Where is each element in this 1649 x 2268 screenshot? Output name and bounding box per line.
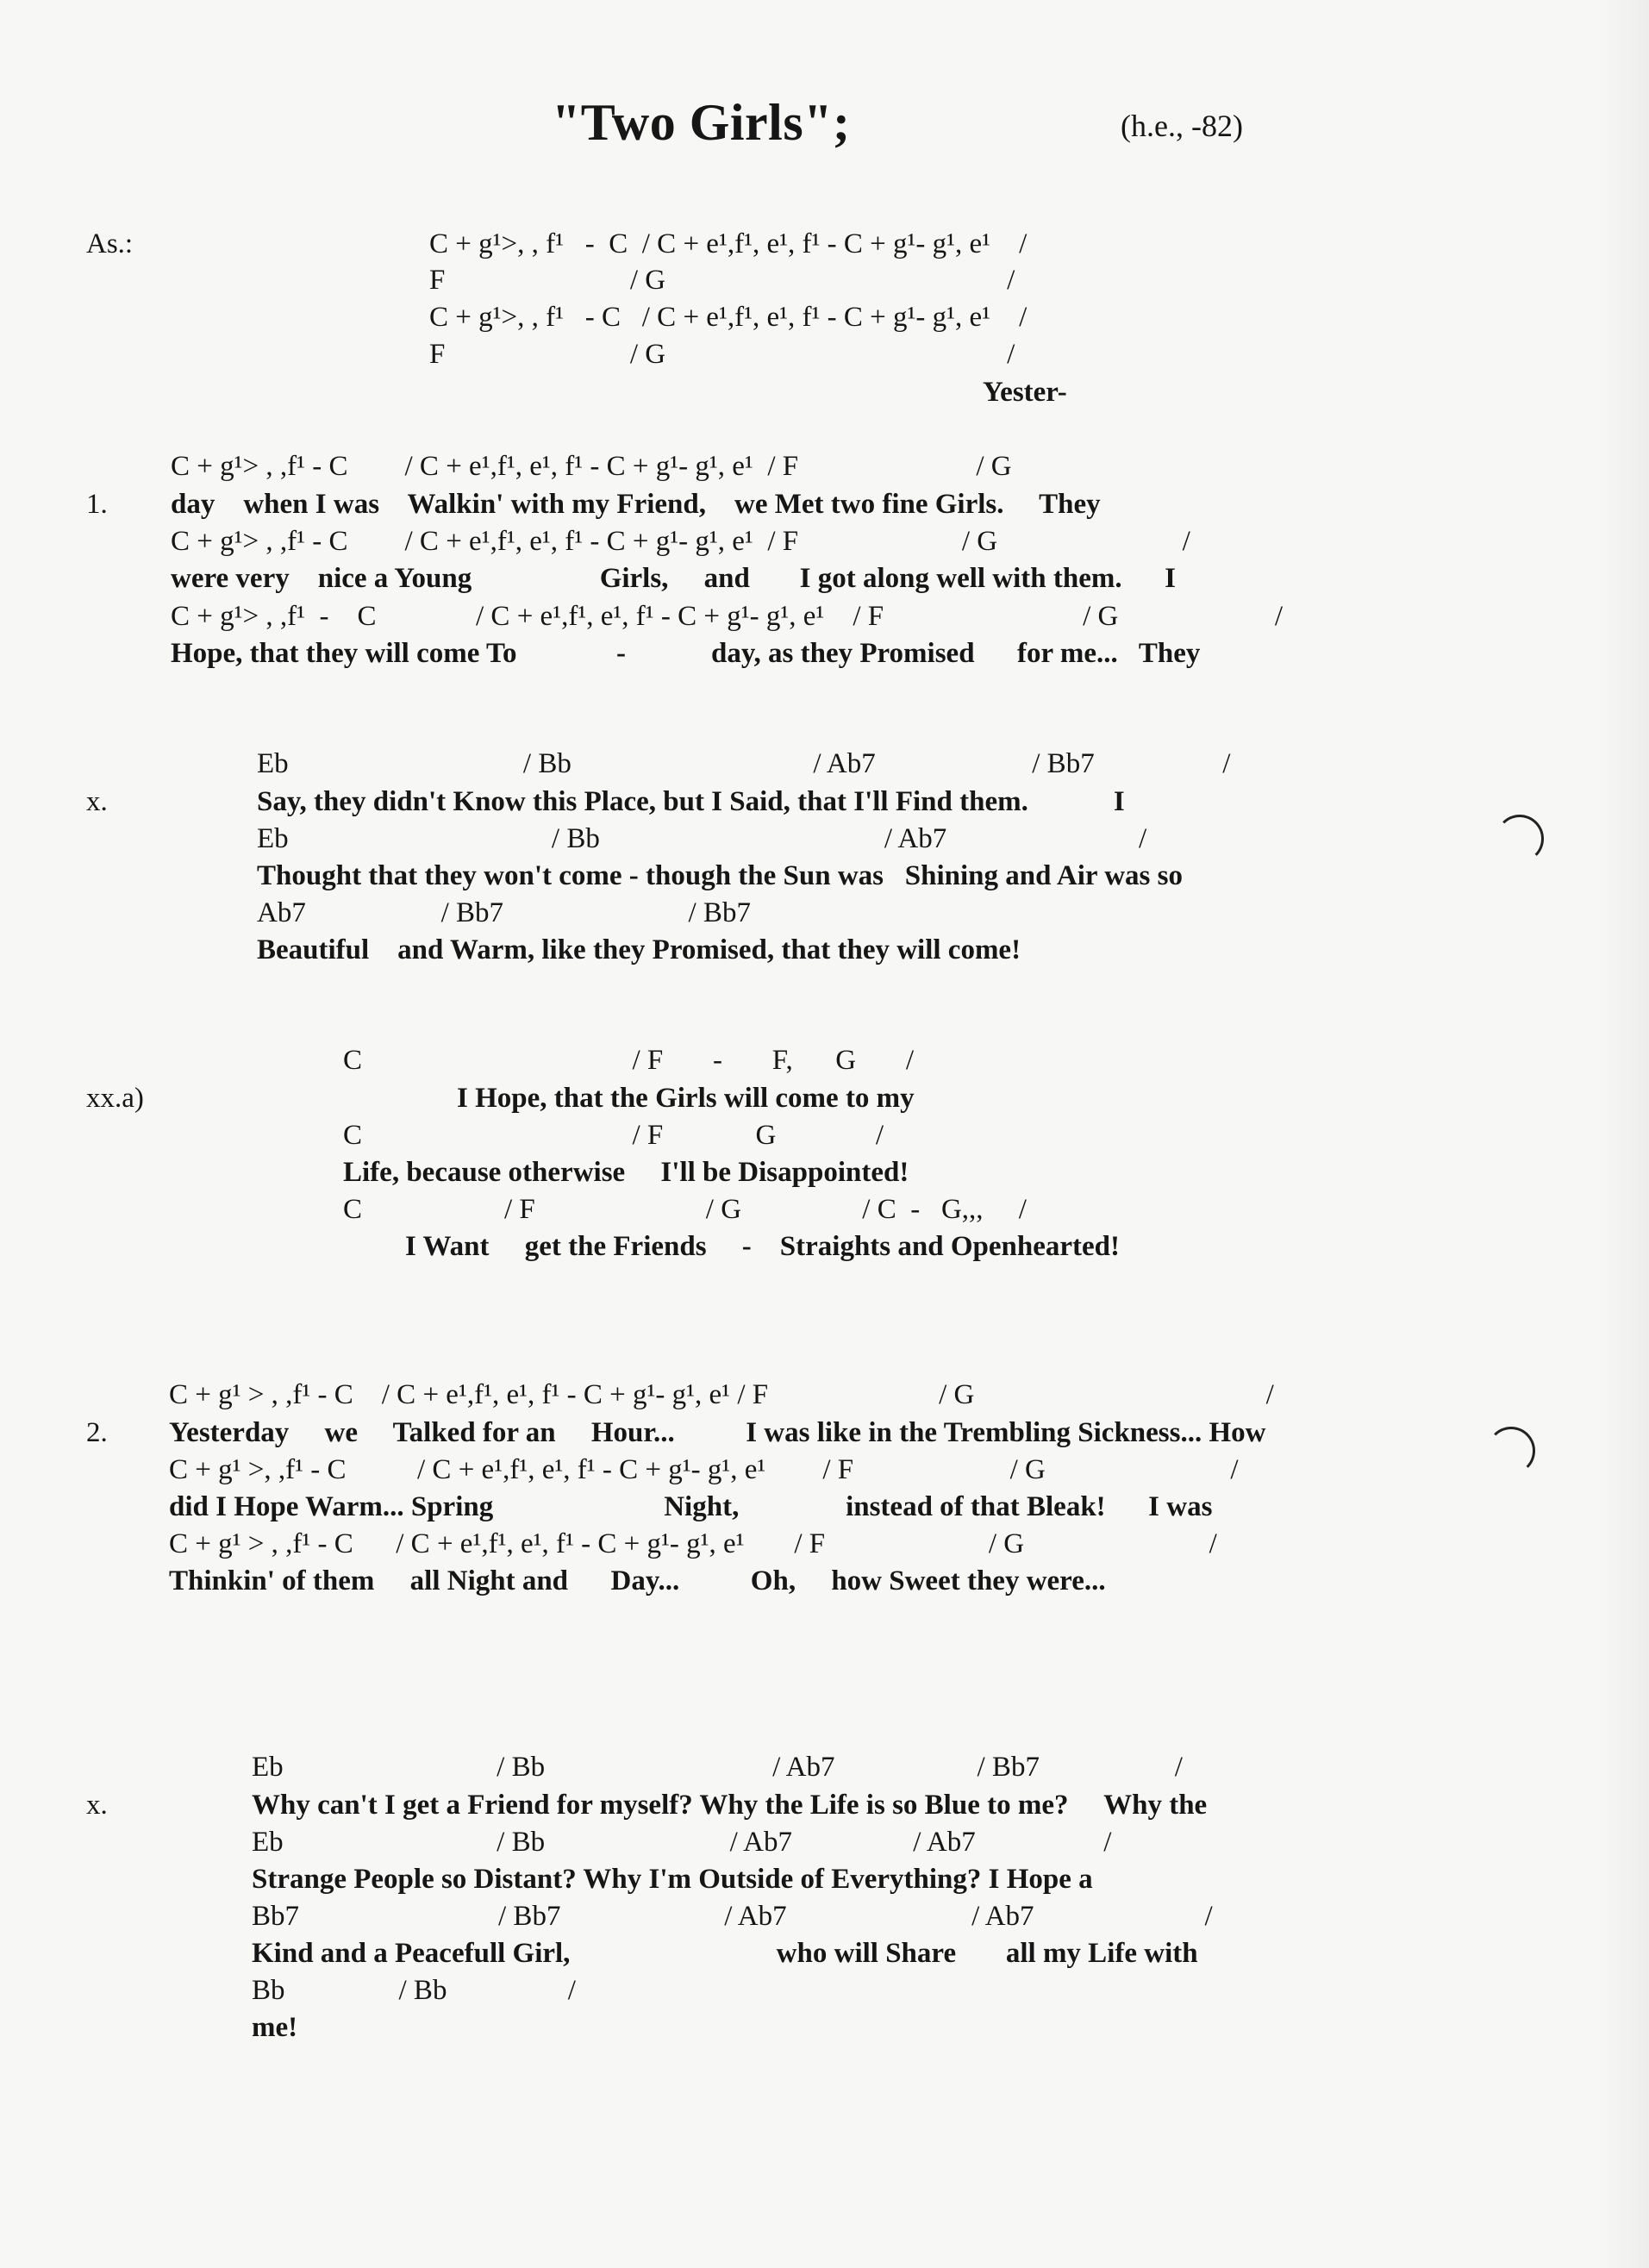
- section-label-bridge: xx.a): [86, 1083, 144, 1114]
- chord-line: Ab7 / Bb7 / Bb7: [257, 897, 751, 928]
- chord-line: C + g¹>, , f¹ - C / C + e¹,f¹, e¹, f¹ - C + g¹- g¹, e¹ /: [429, 302, 1028, 333]
- lyric-line: I Hope, that the Girls will come to my: [457, 1083, 915, 1114]
- chord-line: C + g¹> , ,f¹ - C / C + e¹,f¹, e¹, f¹ - C + g¹- g¹, e¹ / F / G /: [171, 601, 1284, 632]
- lyric-line: Why can't I get a Friend for myself? Why the Life is so Blue to me? Why the: [252, 1790, 1208, 1821]
- chord-line: C / F - F, G /: [343, 1045, 914, 1076]
- chord-line: Eb / Bb / Ab7 /: [257, 823, 1147, 854]
- chord-line: Bb / Bb /: [252, 1975, 576, 2006]
- chord-line: F / G /: [429, 339, 1015, 370]
- chord-line: C / F / G / C - G,,, /: [343, 1194, 1027, 1225]
- chord-line: F / G /: [429, 265, 1015, 296]
- chord-line: Eb / Bb / Ab7 / Bb7 /: [257, 748, 1231, 779]
- lyric-line: Kind and a Peacefull Girl, who will Share all my Life with: [252, 1938, 1198, 1969]
- chord-line: C + g¹> , ,f¹ - C / C + e¹,f¹, e¹, f¹ - C + g¹- g¹, e¹ / F / G /: [171, 526, 1190, 557]
- chord-line: C + g¹> , ,f¹ - C / C + e¹,f¹, e¹, f¹ - C + g¹- g¹, e¹ / F / G: [171, 451, 1012, 482]
- section-label-intro: As.:: [86, 228, 134, 259]
- lyric-line: Say, they didn't Know this Place, but I Said, that I'll Find them. I: [257, 786, 1125, 817]
- section-label-chorus: x.: [86, 786, 108, 817]
- lyric-line: Thought that they won't come - though the Sun was Shining and Air was so: [257, 860, 1183, 891]
- binder-hole-mark: [1487, 1427, 1535, 1475]
- chord-line: C + g¹ > , ,f¹ - C / C + e¹,f¹, e¹, f¹ - C + g¹- g¹, e¹ / F / G /: [169, 1379, 1274, 1410]
- section-label-verse-1: 1.: [86, 489, 108, 520]
- chord-line: C / F G /: [343, 1120, 884, 1151]
- chord-line: Eb / Bb / Ab7 / Ab7 /: [252, 1827, 1112, 1858]
- binder-hole-mark: [1496, 815, 1544, 863]
- chord-line: Bb7 / Bb7 / Ab7 / Ab7 /: [252, 1901, 1213, 1932]
- lyric-line: did I Hope Warm... Spring Night, instead of that Bleak! I was: [169, 1491, 1213, 1522]
- chord-line: Eb / Bb / Ab7 / Bb7 /: [252, 1752, 1183, 1783]
- song-title: "Two Girls";: [552, 94, 851, 151]
- lyric-line: day when I was Walkin' with my Friend, we Met two fine Girls. They: [171, 489, 1101, 520]
- lyric-line: Beautiful and Warm, like they Promised, that they will come!: [257, 934, 1021, 965]
- lyric-line: Yester-: [983, 377, 1067, 408]
- section-label-verse-2: 2.: [86, 1417, 108, 1448]
- lyric-line: Hope, that they will come To - day, as they Promised for me... They: [171, 638, 1201, 669]
- lyric-line: Thinkin' of them all Night and Day... Oh, how Sweet they were...: [169, 1565, 1106, 1596]
- page-edge-shadow: [1597, 0, 1649, 2268]
- chord-line: C + g¹ >, ,f¹ - C / C + e¹,f¹, e¹, f¹ - C + g¹- g¹, e¹ / F / G /: [169, 1454, 1239, 1485]
- lyric-line: Life, because otherwise I'll be Disappointed!: [343, 1157, 909, 1188]
- lyric-line: me!: [252, 2012, 298, 2043]
- chord-line: C + g¹ > , ,f¹ - C / C + e¹,f¹, e¹, f¹ - C + g¹- g¹, e¹ / F / G /: [169, 1528, 1217, 1559]
- lyric-line: Yesterday we Talked for an Hour... I was like in the Trembling Sickness... How: [169, 1417, 1266, 1448]
- section-label-chorus-2: x.: [86, 1790, 108, 1821]
- chord-line: C + g¹>, , f¹ - C / C + e¹,f¹, e¹, f¹ - C + g¹- g¹, e¹ /: [429, 228, 1028, 259]
- lyric-line: Strange People so Distant? Why I'm Outside of Everything? I Hope a: [252, 1864, 1093, 1895]
- lyric-line: I Want get the Friends - Straights and Openhearted!: [405, 1231, 1120, 1262]
- lyric-line: were very nice a Young Girls, and I got along well with them. I: [171, 563, 1176, 594]
- song-author-year: (h.e., -82): [1121, 109, 1243, 143]
